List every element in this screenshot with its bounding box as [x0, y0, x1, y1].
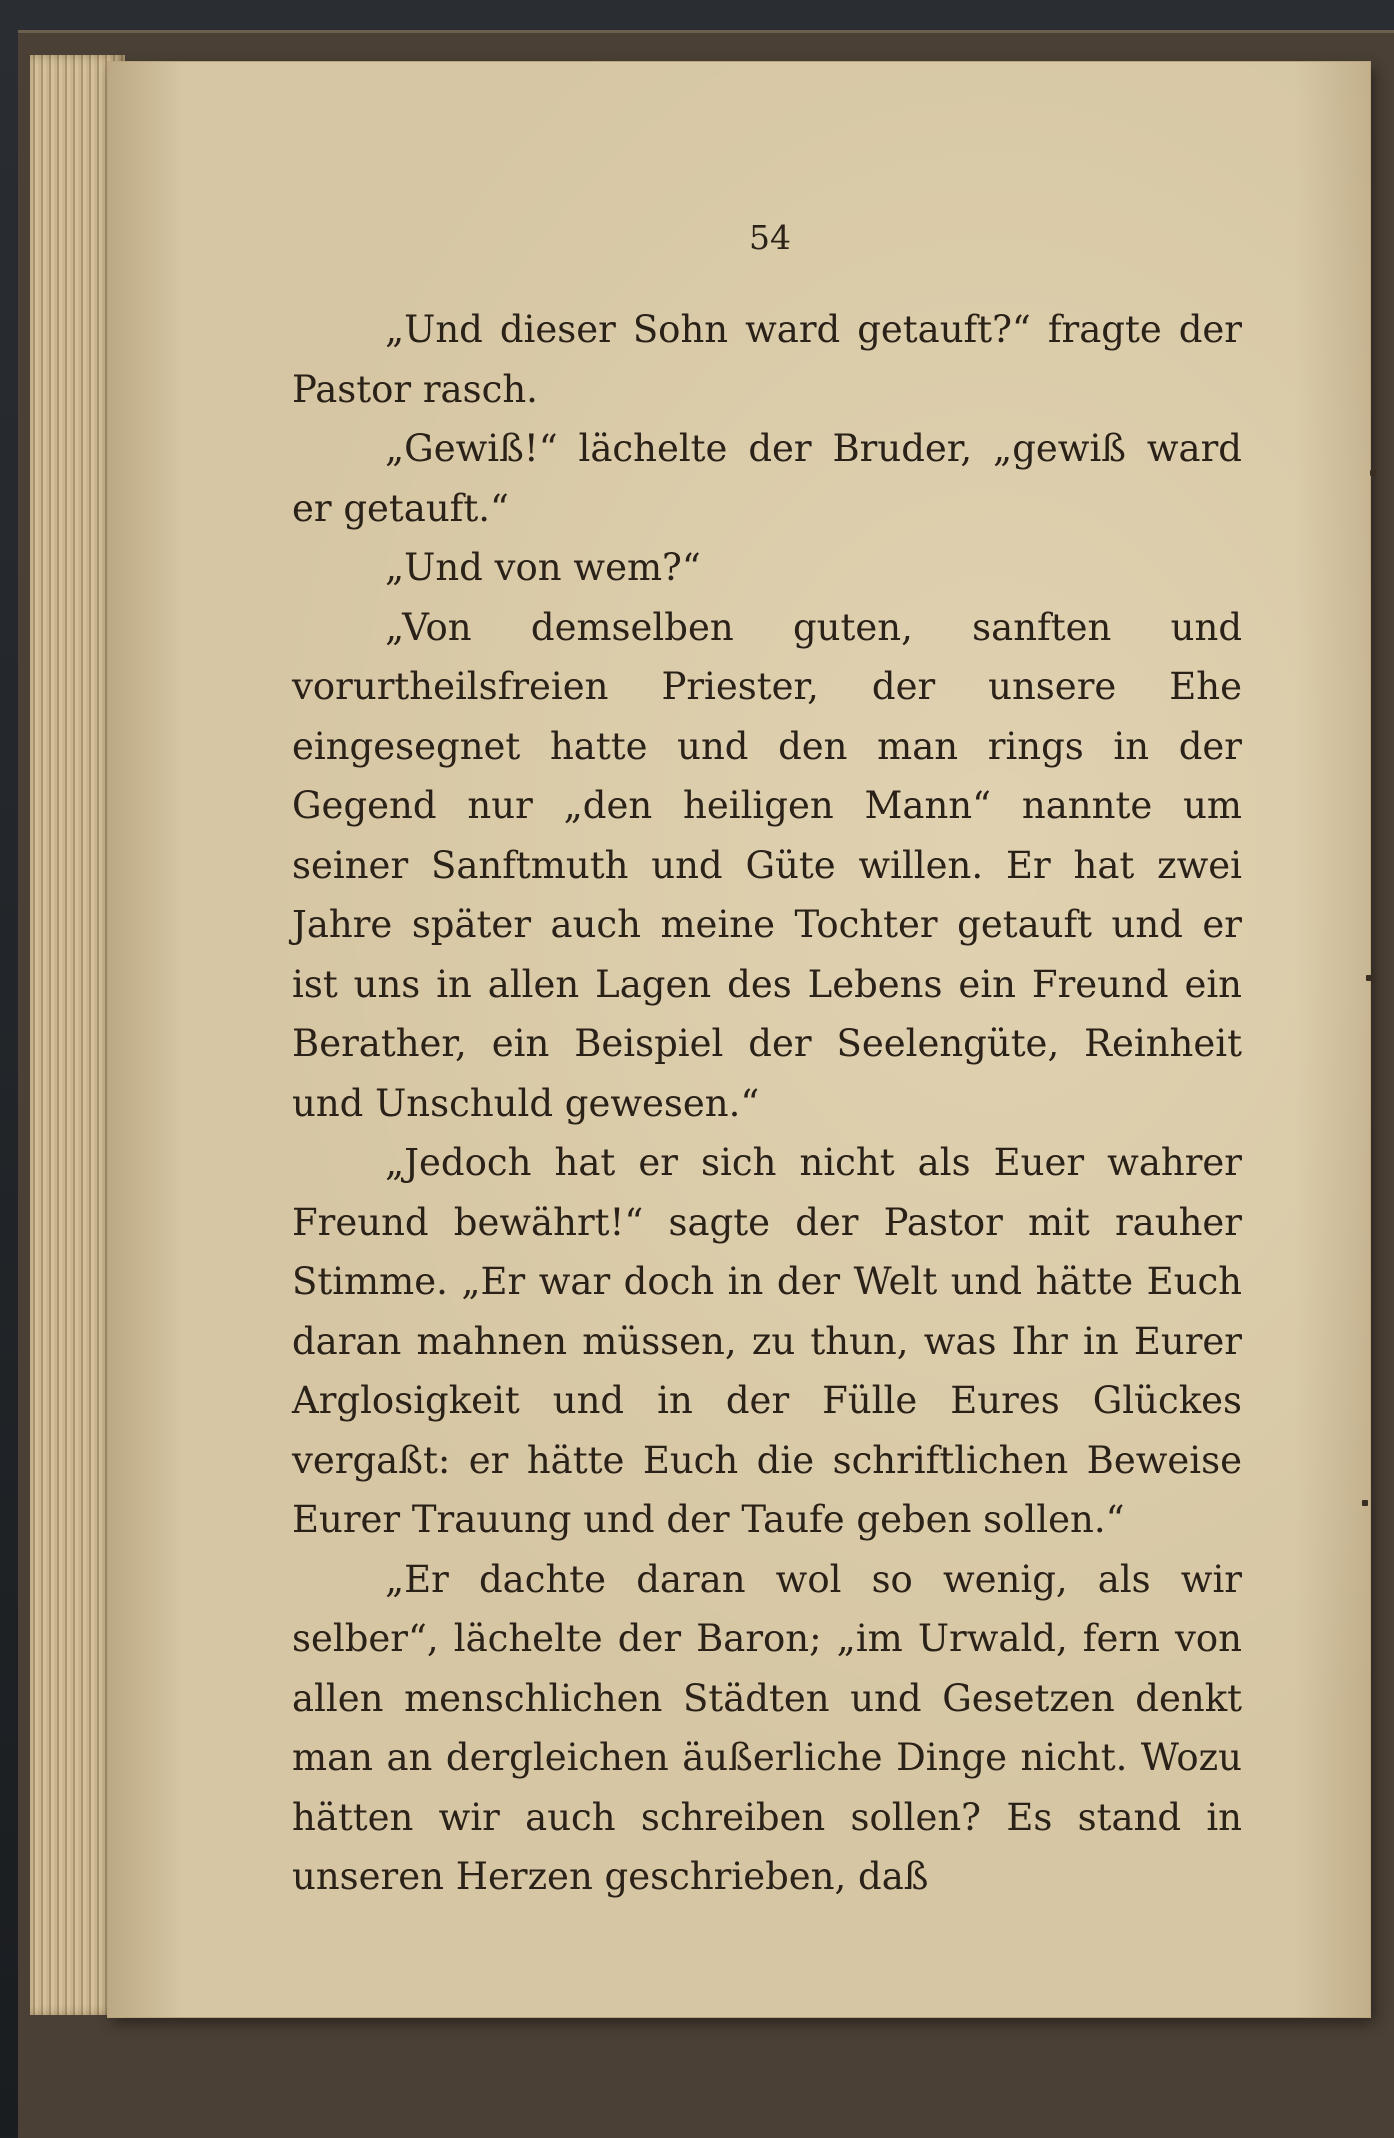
- margin-mark: [1370, 470, 1376, 476]
- paragraph: „Von demselben guten, sanften und vorurtheilsfreien Priester, der unsere Ehe eingesegnet hatte und den man rings in der Gegend nur „den heiligen Mann“ nannte um seiner Sanftmuth und Güte willen. Er hat zwei Jahre später auch meine Tochter getauft und er ist uns in allen Lagen des Lebens ein Freund ein Berather, ein Beispiel der Seelengüte, Reinheit und Unschuld gewesen.“: [292, 605, 1242, 1125]
- margin-mark: [1362, 1500, 1368, 1506]
- paragraph: „Er dachte daran wol so wenig, als wir selber“, lächelte der Baron; „im Urwald, fern von allen menschlichen Städten und Gesetzen denkt man an dergleichen äußerliche Dinge nicht. Wozu hätten wir auch schreiben sollen? Es stand in unseren Herzen geschrieben, daß: [292, 1557, 1242, 1898]
- paragraph: „Und dieser Sohn ward getauft?“ fragte der Pastor rasch.: [292, 308, 1242, 411]
- body-text: [292, 300, 1242, 1907]
- paragraph: „Gewiß!“ lächelte der Bruder, „gewiß ward er getauft.“: [292, 427, 1242, 530]
- paragraph: „Und von wem?“: [385, 546, 701, 589]
- paragraph: „Jedoch hat er sich nicht als Euer wahrer Freund bewährt!“ sagte der Pastor mit rauher Stimme. „Er war doch in der Welt und hätte Euch daran mahnen müssen, zu thun, was Ihr in Eurer Arglosigkeit und in der Fülle Eures Glückes vergaßt: er hätte Euch die schriftlichen Beweise Eurer Trauung und der Taufe geben sollen.“: [292, 1141, 1242, 1541]
- page-number: 54: [749, 218, 791, 257]
- margin-mark: [1366, 975, 1372, 981]
